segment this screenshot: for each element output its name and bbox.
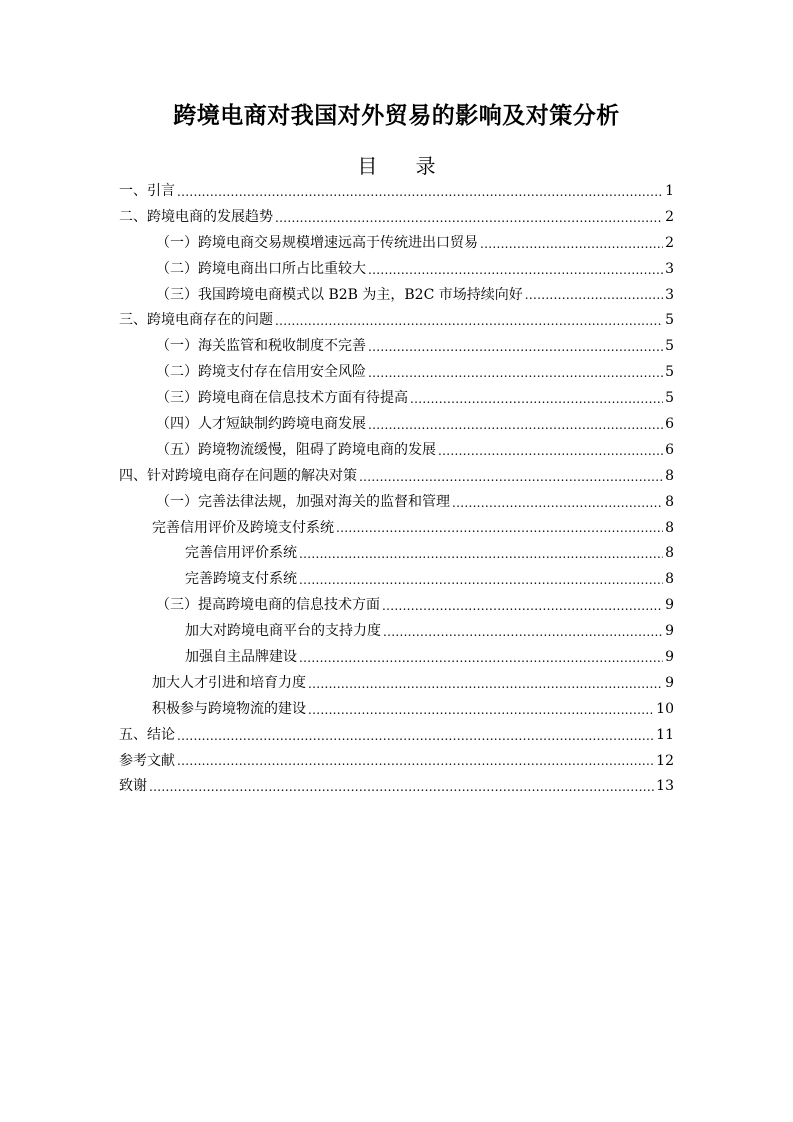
toc-leader-dots — [410, 389, 663, 409]
toc-leader-dots — [382, 596, 663, 616]
toc-entry-label: 跨境电商出口所占比重较大 — [198, 260, 366, 277]
toc-entry-page: 2 — [665, 208, 674, 225]
toc-entry-number: （三） — [156, 286, 198, 303]
toc-entry-page: 9 — [665, 597, 674, 614]
toc-entry[interactable] — [119, 749, 674, 775]
toc-entry-label: 跨境电商在信息技术方面有待提高 — [198, 390, 408, 407]
toc-entry-page: 8 — [665, 467, 674, 484]
toc-leader-dots — [368, 363, 663, 383]
toc-leader-dots — [275, 208, 663, 228]
toc-entry-label: 完善信用评价及跨境支付系统 — [152, 519, 334, 536]
toc-leader-dots — [368, 260, 663, 280]
toc-entry-label: 完善法律法规，加强对海关的监督和管理 — [198, 493, 450, 510]
toc-entry-label: 跨境电商交易规模增速远高于传统进出口贸易 — [198, 234, 478, 251]
toc-entry-page: 8 — [665, 519, 674, 536]
toc-leader-dots — [438, 441, 663, 461]
toc-entry-page: 3 — [665, 286, 674, 303]
toc-entry-number: 四、 — [119, 467, 147, 484]
toc-entry-number: 五、 — [119, 726, 147, 743]
toc-entry-label: 海关监管和税收制度不完善 — [198, 338, 366, 355]
toc-entry-page: 2 — [665, 234, 674, 251]
toc-entry[interactable] — [119, 179, 674, 205]
toc-entry[interactable] — [119, 231, 674, 257]
toc-entry-page: 8 — [665, 571, 674, 588]
toc-entry-number: （二） — [156, 364, 198, 381]
toc-entry-number: （三） — [156, 597, 198, 614]
toc-entry[interactable] — [119, 567, 674, 593]
document-title: 跨境电商对我国对外贸易的影响及对策分析 — [173, 103, 620, 129]
toc-entry-label: 跨境支付存在信用安全风险 — [198, 364, 366, 381]
toc-leader-dots — [177, 726, 654, 746]
toc-entry-number: （三） — [156, 390, 198, 407]
toc-entry-label: 引言 — [147, 182, 175, 199]
toc-leader-dots — [299, 544, 663, 564]
toc-entry-label: 加大对跨境电商平台的支持力度 — [185, 623, 381, 640]
toc-entry[interactable] — [119, 360, 674, 386]
toc-leader-dots — [177, 751, 654, 771]
toc-entry-label: 积极参与跨境物流的建设 — [152, 700, 306, 717]
toc-entry-number: （二） — [156, 260, 198, 277]
toc-leader-dots — [452, 493, 663, 513]
toc-entry-page: 9 — [665, 674, 674, 691]
toc-entry[interactable] — [119, 593, 674, 619]
toc-leader-dots — [299, 570, 663, 590]
toc-leader-dots — [299, 648, 663, 668]
toc-entry[interactable] — [119, 257, 674, 283]
toc-entry[interactable] — [119, 205, 674, 231]
toc-leader-dots — [359, 467, 663, 487]
toc-leader-dots — [149, 777, 654, 797]
toc-entry-page: 3 — [665, 260, 674, 277]
toc-entry-number: （一） — [156, 234, 198, 251]
toc-entry-page: 1 — [665, 182, 674, 199]
toc-entry-label: 跨境电商存在的问题 — [147, 312, 273, 329]
toc-entry-label: 跨境物流缓慢，阻碍了跨境电商的发展 — [198, 441, 436, 458]
toc-entry[interactable] — [119, 541, 674, 567]
toc-entry-page: 5 — [665, 338, 674, 355]
toc-entry-label: 跨境电商的发展趋势 — [147, 208, 273, 225]
toc-entry-label: 完善跨境支付系统 — [185, 571, 297, 588]
toc-entry-number: （五） — [156, 441, 198, 458]
toc-entry-page: 6 — [665, 441, 674, 458]
toc-entry[interactable] — [119, 697, 674, 723]
toc-leader-dots — [308, 700, 654, 720]
toc-leader-dots — [275, 311, 663, 331]
toc-leader-dots — [336, 518, 663, 538]
toc-entry-label: 人才短缺制约跨境电商发展 — [198, 416, 366, 432]
toc-entry-number: （一） — [156, 493, 198, 510]
toc-entry[interactable] — [119, 412, 674, 438]
toc-entry-label: 完善信用评价系统 — [185, 545, 297, 562]
toc-entry-page: 9 — [665, 649, 674, 666]
toc-entry[interactable] — [119, 490, 674, 516]
toc-leader-dots — [480, 234, 663, 254]
toc-entry[interactable] — [119, 464, 674, 490]
toc-entry[interactable] — [119, 619, 674, 645]
toc-entry-number: 二、 — [119, 208, 147, 225]
table-of-contents — [119, 179, 674, 800]
toc-entry-label: 结论 — [147, 726, 175, 743]
toc-leader-dots — [368, 415, 663, 435]
toc-leader-dots — [368, 337, 663, 357]
toc-entry[interactable] — [119, 308, 674, 334]
toc-entry[interactable] — [119, 438, 674, 464]
toc-entry-label: 提高跨境电商的信息技术方面 — [198, 597, 380, 614]
toc-entry-page: 10 — [656, 700, 674, 717]
toc-entry-number: 一、 — [119, 182, 147, 199]
toc-leader-dots — [383, 622, 663, 642]
toc-entry[interactable] — [119, 774, 674, 800]
toc-entry[interactable] — [119, 516, 674, 542]
toc-leader-dots — [525, 285, 663, 305]
toc-entry-label: 致谢 — [119, 778, 147, 795]
toc-entry[interactable] — [119, 645, 674, 671]
toc-leader-dots — [177, 182, 663, 202]
toc-entry-page: 8 — [665, 545, 674, 562]
toc-entry-page: 5 — [665, 312, 674, 329]
toc-entry-page: 8 — [665, 493, 674, 510]
toc-entry-page: 5 — [665, 364, 674, 381]
toc-entry-label: 参考文献 — [119, 752, 175, 769]
toc-entry-page: 6 — [665, 416, 674, 432]
toc-entry-page: 9 — [665, 623, 674, 640]
toc-entry-number: 三、 — [119, 312, 147, 329]
toc-entry-page: 13 — [656, 778, 674, 795]
toc-entry-label: 我国跨境电商模式以 B2B 为主，B2C 市场持续向好 — [198, 286, 523, 303]
toc-entry-number: （四） — [156, 416, 198, 432]
toc-entry[interactable] — [119, 723, 674, 749]
toc-leader-dots — [308, 674, 663, 694]
toc-heading: 目 录 — [357, 154, 452, 178]
toc-entry[interactable] — [119, 283, 674, 309]
toc-entry-label: 加大人才引进和培育力度 — [152, 674, 306, 691]
toc-entry-page: 12 — [656, 752, 674, 769]
toc-entry-label: 针对跨境电商存在问题的解决对策 — [147, 467, 357, 484]
toc-entry-label: 加强自主品牌建设 — [185, 649, 297, 666]
toc-entry[interactable] — [119, 334, 674, 360]
toc-entry-page: 11 — [656, 726, 674, 743]
toc-entry-page: 5 — [665, 390, 674, 407]
toc-entry[interactable] — [119, 386, 674, 412]
toc-entry[interactable] — [119, 671, 674, 697]
toc-entry-number: （一） — [156, 338, 198, 355]
